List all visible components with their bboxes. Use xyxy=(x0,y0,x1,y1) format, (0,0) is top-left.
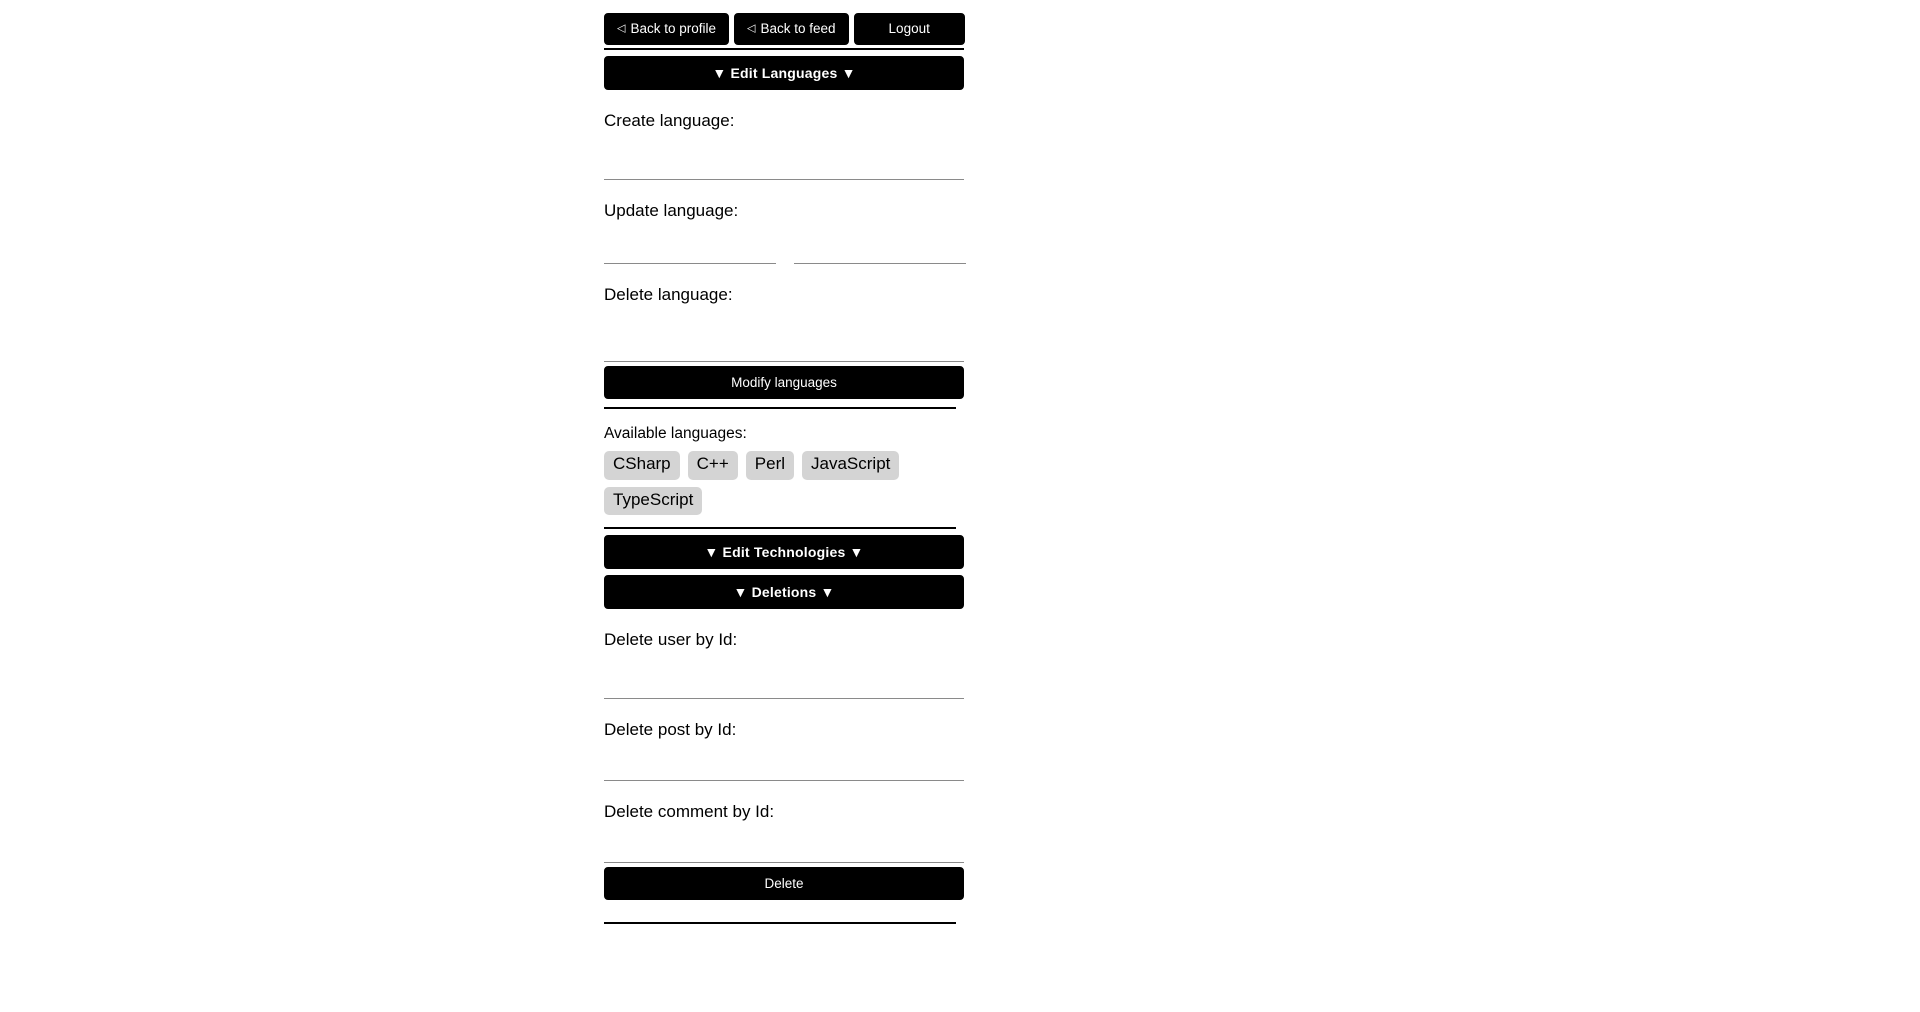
language-chip[interactable]: Perl xyxy=(746,451,794,479)
language-chip[interactable]: CSharp xyxy=(604,451,680,479)
delete-button[interactable] xyxy=(604,867,964,900)
deletions-toggle[interactable] xyxy=(604,575,964,609)
back-arrow-icon: ◁ xyxy=(617,22,626,34)
back-to-feed-button[interactable] xyxy=(734,13,849,45)
edit-technologies-toggle[interactable] xyxy=(604,535,964,569)
spacer xyxy=(604,134,964,152)
delete-comment-input[interactable] xyxy=(604,835,964,863)
edit-languages-toggle[interactable] xyxy=(604,56,964,90)
language-chip[interactable]: C++ xyxy=(688,451,738,479)
delete-user-input[interactable] xyxy=(604,671,964,699)
divider-top xyxy=(604,48,964,50)
available-languages-list xyxy=(604,451,956,515)
back-arrow-icon: ◁ xyxy=(747,22,756,34)
delete-post-input[interactable] xyxy=(604,753,964,781)
logout-label: Logout xyxy=(888,21,930,37)
modify-languages-button[interactable] xyxy=(604,366,964,399)
delete-comment-label: Delete comment by Id: xyxy=(604,802,775,822)
back-to-profile-label: Back to profile xyxy=(630,21,717,37)
create-language-input[interactable] xyxy=(604,152,964,180)
edit-languages-toggle-label: ▼ Edit Languages ▼ xyxy=(712,65,856,81)
admin-column xyxy=(604,0,964,924)
deletions-toggle-label: ▼ Deletions ▼ xyxy=(733,584,835,601)
top-navigation-bar xyxy=(604,0,964,44)
update-language-row xyxy=(604,236,964,264)
logout-button[interactable] xyxy=(854,13,965,45)
divider-bottom xyxy=(604,922,956,924)
update-language-old-input[interactable] xyxy=(604,236,776,264)
divider-after-modify xyxy=(604,407,956,409)
spacer xyxy=(604,308,964,334)
delete-language-label: Delete language: xyxy=(604,285,733,305)
edit-technologies-toggle-label: ▼ Edit Technologies ▼ xyxy=(704,544,864,561)
spacer xyxy=(604,653,964,671)
spacer xyxy=(604,825,964,835)
delete-button-label: Delete xyxy=(764,876,804,892)
update-language-new-input[interactable] xyxy=(794,236,966,264)
delete-post-label: Delete post by Id: xyxy=(604,720,737,740)
available-languages-label: Available languages: xyxy=(604,425,747,443)
back-to-feed-label: Back to feed xyxy=(760,21,836,37)
create-language-label: Create language: xyxy=(604,111,735,130)
language-chip[interactable]: JavaScript xyxy=(802,451,899,479)
back-to-profile-button[interactable] xyxy=(604,13,729,45)
delete-language-input[interactable] xyxy=(604,334,964,362)
modify-languages-label: Modify languages xyxy=(731,375,837,391)
language-chip[interactable]: TypeScript xyxy=(604,487,702,515)
delete-user-label: Delete user by Id: xyxy=(604,630,738,650)
update-language-label: Update language: xyxy=(604,201,739,221)
spacer xyxy=(604,743,964,753)
